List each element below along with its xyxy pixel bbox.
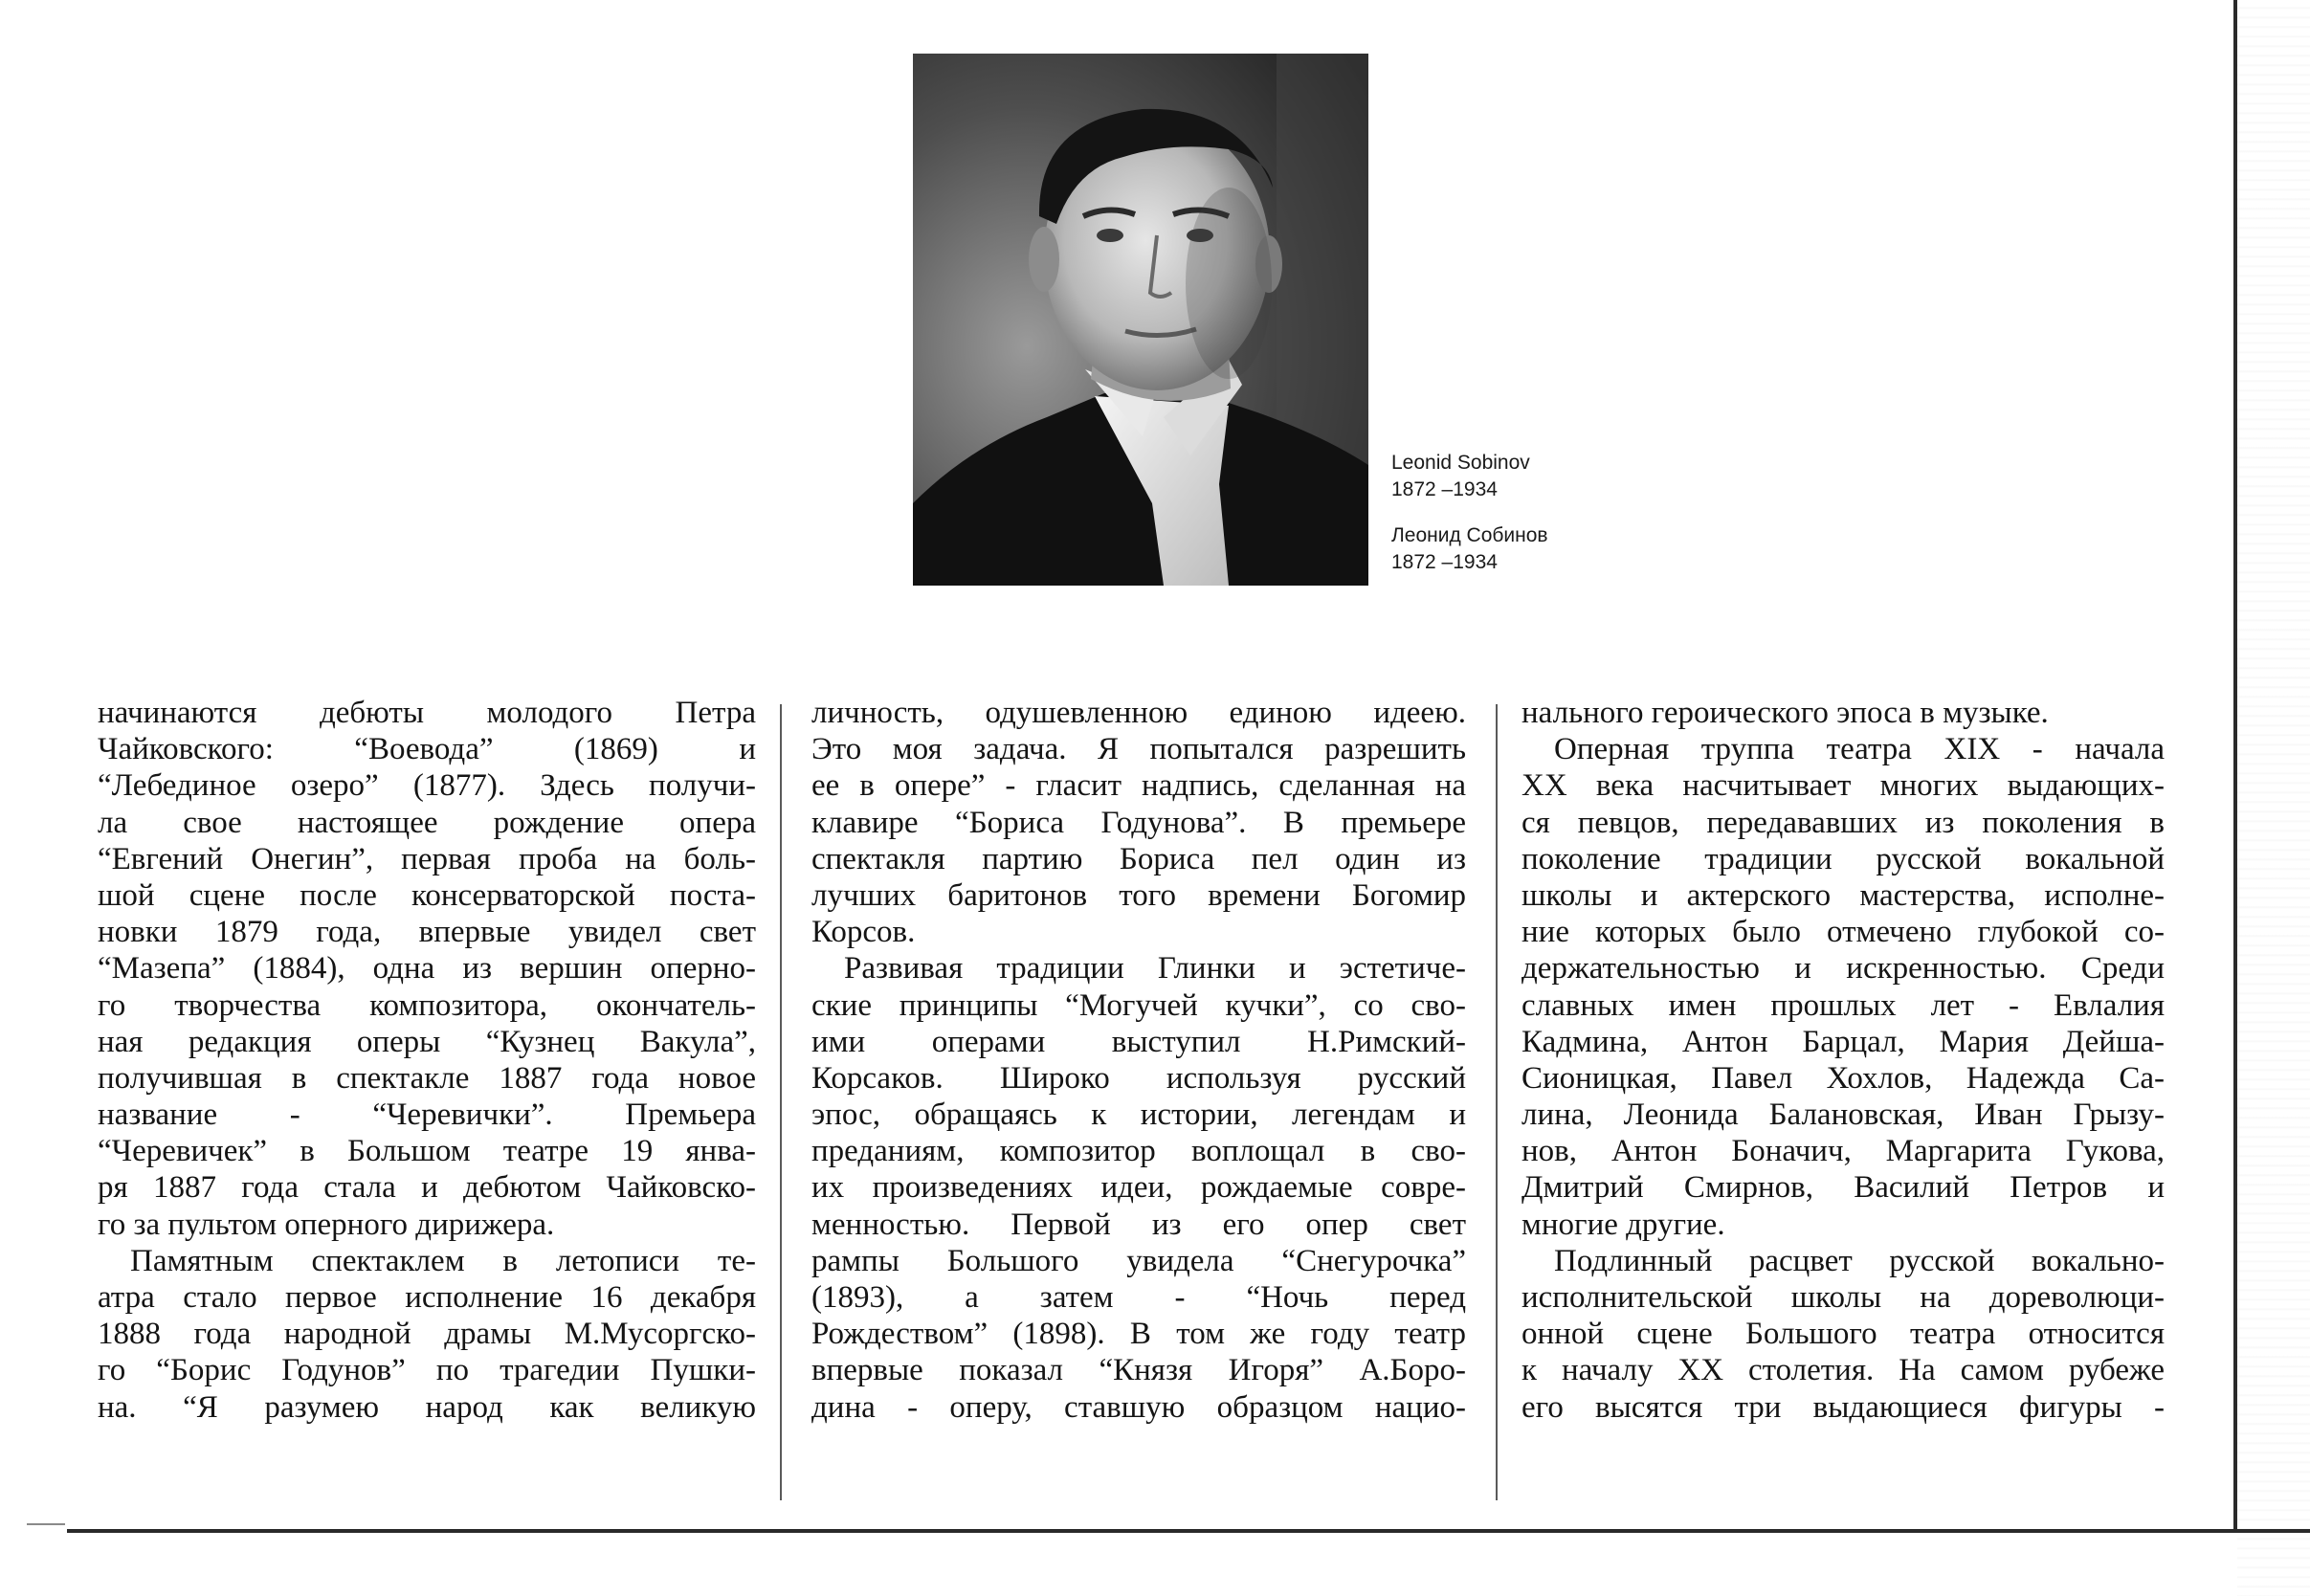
text-column-2 [811,695,1466,1426]
text-line: Чайковского: “Воевода” (1869) и [98,732,756,767]
text-line: “Черевичек” в Большом театре 19 янва- [98,1134,756,1169]
text-line: го за пультом оперного дирижера. [98,1207,555,1242]
text-line: впервые показал “Князя Игоря” А.Боро- [811,1353,1466,1388]
text-line: Сионицкая, Павел Хохлов, Надежда Са- [1521,1060,2165,1096]
caption-russian [1391,522,1548,576]
text-line: их произведениях идеи, рождаемые совре- [811,1170,1466,1206]
text-line: ся певцов, передававших из поколения в [1521,805,2165,840]
caption-ru-years: 1872 –1934 [1391,551,1498,573]
text-line: к началу XX столетия. На самом рубеже [1521,1353,2165,1388]
text-line: школы и актерского мастерства, исполне- [1521,877,2165,913]
caption-ru-name: Леонид Собинов [1391,524,1548,546]
text-line: личность, одушевленною единою идеею. [811,696,1466,730]
text-line: Корсов. [811,915,916,950]
text-line: лучших баритонов того времени Богомир [811,877,1466,913]
bottom-rule [67,1529,2310,1533]
right-margin-rule [2233,0,2237,1531]
column-divider [780,704,782,1500]
text-line: Памятным спектаклем в летописи те- [130,1243,756,1278]
text-line: (1893), а затем - “Ночь перед [811,1280,1466,1315]
bottom-rule-fragment [27,1523,65,1525]
text-column-3 [1521,695,2165,1426]
text-line: ее в опере” - гласит надпись, сделанная на [811,768,1466,804]
text-line: “Евгений Онегин”, первая проба на боль- [98,841,756,876]
text-line: XX века насчитывает многих выдающих- [1521,768,2165,804]
text-line: Дмитрий Смирнов, Василий Петров и [1521,1170,2165,1206]
caption-english [1391,450,1548,503]
text-column-1 [98,695,756,1426]
text-line: исполнительской школы на дореволюци- [1521,1280,2165,1315]
text-line: ние которых было отмечено глубокой со- [1521,915,2165,950]
text-line: Оперная труппа театра XIX - начала [1554,732,2165,767]
text-line: дина - оперу, ставшую образцом нацио- [811,1389,1466,1425]
text-line: Развивая традиции Глинки и эстетиче- [844,951,1466,986]
text-line: спектакля партию Бориса пел один из [811,841,1466,876]
text-line: го творчества композитора, окончатель- [98,987,756,1023]
text-line: новки 1879 года, впервые увидел свет [98,915,756,950]
text-line: ла свое настоящее рождение опера [98,805,756,840]
text-line: начинаются дебюты молодого Петра [98,696,756,730]
text-line: рампы Большого увидела “Снегурочка” [811,1243,1466,1278]
text-line: клавире “Бориса Годунова”. В премьере [811,805,1466,840]
text-line: го “Борис Годунов” по трагедии Пушки- [98,1353,756,1388]
text-line: “Мазепа” (1884), одна из вершин оперно- [98,951,756,986]
text-line: 1888 года народной драмы М.Мусоргско- [98,1317,756,1352]
text-line: многие другие. [1521,1207,1725,1242]
text-line: название - “Черевички”. Премьера [98,1097,756,1133]
text-line: ная редакция оперы “Кузнец Вакула”, [98,1024,756,1059]
text-line: нального героического эпоса в музыке. [1521,696,2049,730]
text-line: его высятся три выдающиеся фигуры - [1521,1389,2165,1425]
text-line: Кадмина, Антон Барцал, Мария Дейша- [1521,1024,2165,1059]
text-line: Это моя задача. Я попытался разрешить [811,732,1466,767]
caption-en-years: 1872 –1934 [1391,478,1498,500]
text-line: “Лебединое озеро” (1877). Здесь получи- [98,768,756,804]
text-line: поколение традиции русской вокальной [1521,841,2165,876]
text-line: эпос, обращаясь к истории, легендам и [811,1097,1466,1133]
photo-caption [1391,450,1548,595]
text-line: онной сцене Большого театра относится [1521,1317,2165,1352]
text-line: получившая в спектакле 1887 года новое [98,1060,756,1096]
text-line: Рождеством” (1898). В том же году театр [811,1317,1466,1352]
text-line: нов, Антон Боначич, Маргарита Гукова, [1521,1134,2165,1169]
text-line: ря 1887 года стала и дебютом Чайковско- [98,1170,756,1206]
portrait-photo [913,54,1368,586]
text-line: славных имен прошлых лет - Евлалия [1521,987,2165,1023]
text-line: шой сцене после консерваторской поста- [98,877,756,913]
text-line: держательностью и искренностью. Среди [1521,951,2165,986]
text-line: ские принципы “Могучей кучки”, со сво- [811,987,1466,1023]
text-line: на. “Я разумею народ как великую [98,1389,756,1425]
text-line: менностью. Первой из его опер свет [811,1207,1466,1242]
text-line: ими операми выступил Н.Римский- [811,1024,1466,1059]
column-divider [1496,704,1498,1500]
text-line: атра стало первое исполнение 16 декабря [98,1280,756,1315]
text-line: Корсаков. Широко используя русский [811,1060,1466,1096]
text-line: преданиям, композитор воплощал в сво- [811,1134,1466,1169]
scan-edge [2237,0,2310,1596]
text-line: лина, Леонида Балановская, Иван Грызу- [1521,1097,2165,1133]
caption-en-name: Leonid Sobinov [1391,452,1530,474]
text-line: Подлинный расцвет русской вокально- [1554,1243,2165,1278]
